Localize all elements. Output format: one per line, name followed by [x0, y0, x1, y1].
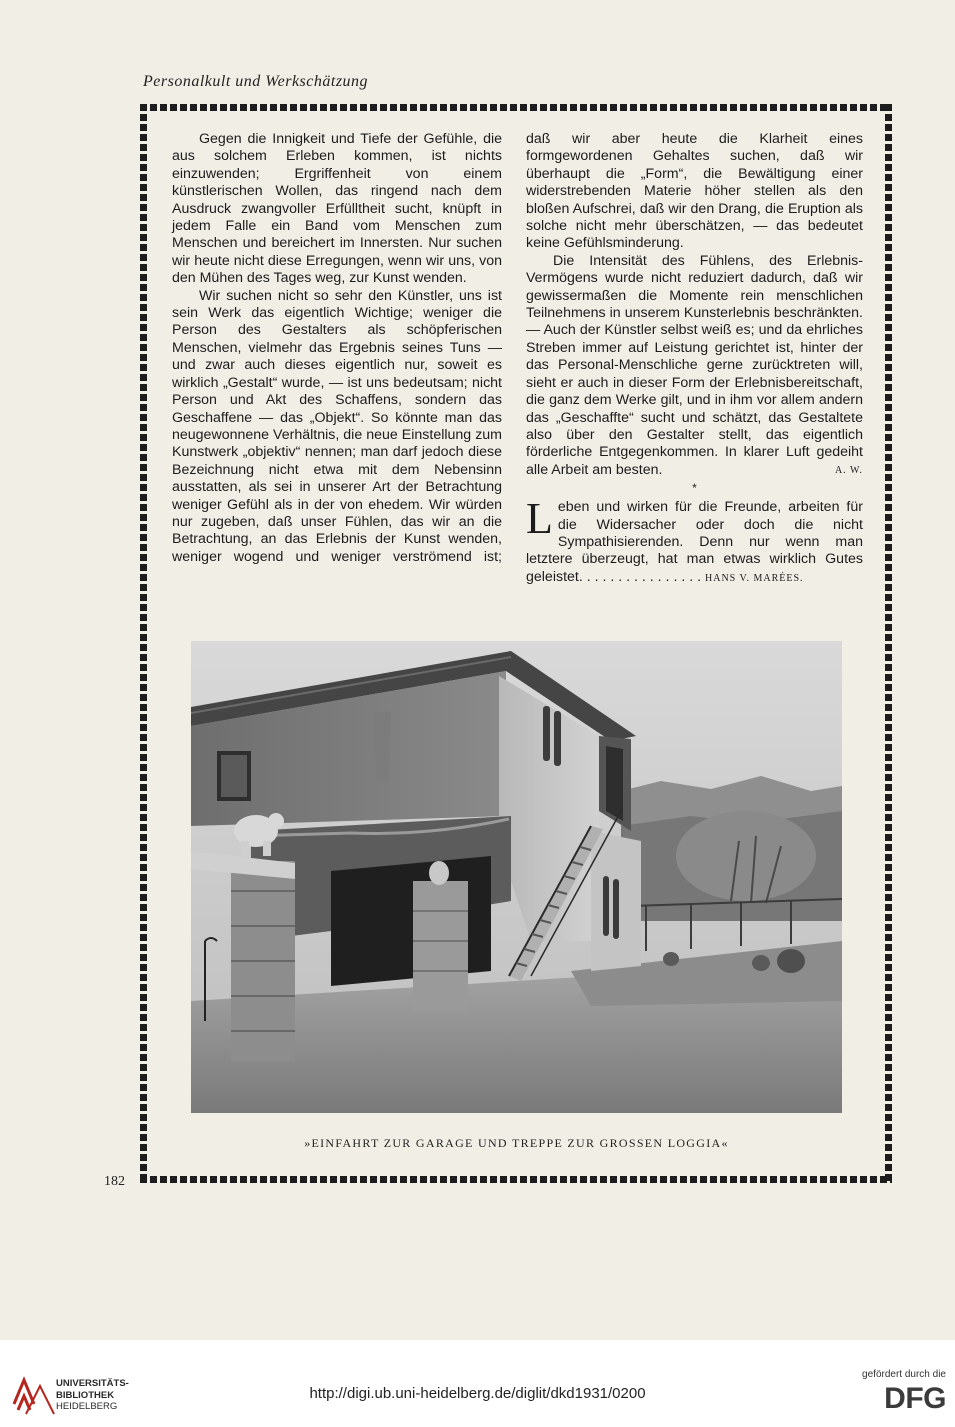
photo-caption: »EINFAHRT ZUR GARAGE UND TREPPE ZUR GROSSEN LOGGIA« [304, 1136, 729, 1150]
author-initials: A. W. [834, 464, 863, 476]
source-url[interactable]: http://digi.ub.uni-heidelberg.de/diglit/dkd1931/0200 [309, 1385, 646, 1402]
page-number: 182 [104, 1174, 125, 1189]
quote-author: HANS V. MARÉES. [705, 572, 804, 584]
border-bottom [140, 1176, 892, 1183]
institution-line-2: BIBLIOTHEK [56, 1389, 115, 1401]
running-head: Personalkult und Werkschätzung [143, 73, 369, 90]
funder-text: gefördert durch die [862, 1369, 946, 1380]
garage-loggia-photo [191, 641, 842, 1113]
border-top [140, 104, 892, 111]
institution-line-1: UNIVERSITÄTS- [56, 1378, 129, 1389]
right-paragraph-2-text: Die Intensität des Fühlens, des Erlebnis-Vermögens wurde nicht reduziert dadurch, daß wir gewissermaßen die Momente rein menschlichen Teilnehmens in unserem Kunsterlebnis beschränkten. — Auch der Künstler selbst weiß es; und da ehrliches Streben immer auf Leistung gerichtet ist, hinter der das Personal-Menschliche gerne zurücktreten will, sieht er auch in dieser Form der Erlebnisbereitschaft, die ganz dem Werke gilt, und in ihm vor allem andern das „Geschaffte“ sucht und schätzt, das Gestaltete also über den Gestalter stellt, das eigentlich förderliche Entgegenkommen. In klarer Luft gedeiht alle Arbeit am besten. [526, 252, 863, 478]
marees-quote [526, 494, 863, 587]
photo-illustration [191, 641, 842, 1113]
right-paragraph-1: daß wir aber heute die Klarheit eines formgewordenen Gehaltes suchen, daß wir überhaupt die „Form“, die Bewältigung einer widerstrebenden Materie höher stellen als den bloßen Aufschrei, daß wir den Drang, die Eruption als solche nicht mehr überschätzen, — das bedeutet keine Gefühlsminderung. [526, 131, 863, 252]
left-paragraph-1: Gegen die Innigkeit und Tiefe der Gefühle, die aus solchem Erleben kommen, ist nichts einzuwenden; Ergriffenheit von einem künstlerischen Wollen, das ringend nach dem Ausdruck zwangvoller Erfülltheit sucht, knüpft in jedem Falle ein Band vom Menschen zum Menschen und bereichert im Innersten. Nur suchen wir heute nicht diese Erregungen, wenn wir uns, von den Mühen des Tages weg, zur Kunst wenden. [172, 131, 502, 287]
drop-cap: L [526, 494, 553, 544]
funder-block [846, 1369, 946, 1416]
institution-line-3: HEIDELBERG [56, 1401, 118, 1412]
right-column [526, 131, 863, 587]
left-column [172, 131, 502, 566]
right-paragraph-2 [526, 253, 863, 479]
border-right [885, 104, 892, 1183]
border-left [140, 104, 147, 1183]
quote-text: eben und wirken für die Freunde, arbeiten für die Widersacher oder doch die nicht Sympathisierenden. Denn nur wenn man letztere überzeugt, hat man etwas wirklich Gutes geleistet. . . . . . . . . . . . . . . . [526, 499, 863, 585]
left-paragraph-2: Wir suchen nicht so sehr den Künstler, uns ist sein Werk das eigentlich Wichtige; weniger die Person des Gestalters als schöpferischen Menschen, vielmehr das Ergebnis seines Tuns — und zwar auch dieses eigentlich nur, soweit es wirklich „Gestalt“ wurde, — ist uns bedeutsam; nicht Person und Akt des Schaffens, sondern das Geschaffene — das „Objekt“. So könnte man das neugewonnene Verhältnis, die neue Einstellung zum Kunstwerk „objektiv“ nennen; man darf jedoch diese Bezeichnung nicht etwa mit dem Nebensinn ausstatten, als sei in unserer Art der Betrachtung weniger Gefühl als in der von ehedem. Wir würden nur zugeben, daß unser Fühlen, das wir an die Betrachtung, an das Erlebnis der Kunst wenden, weniger wogend und weniger verströmend ist; [172, 287, 502, 565]
section-separator: * [692, 481, 697, 496]
dfg-logo: DFG [884, 1382, 946, 1415]
